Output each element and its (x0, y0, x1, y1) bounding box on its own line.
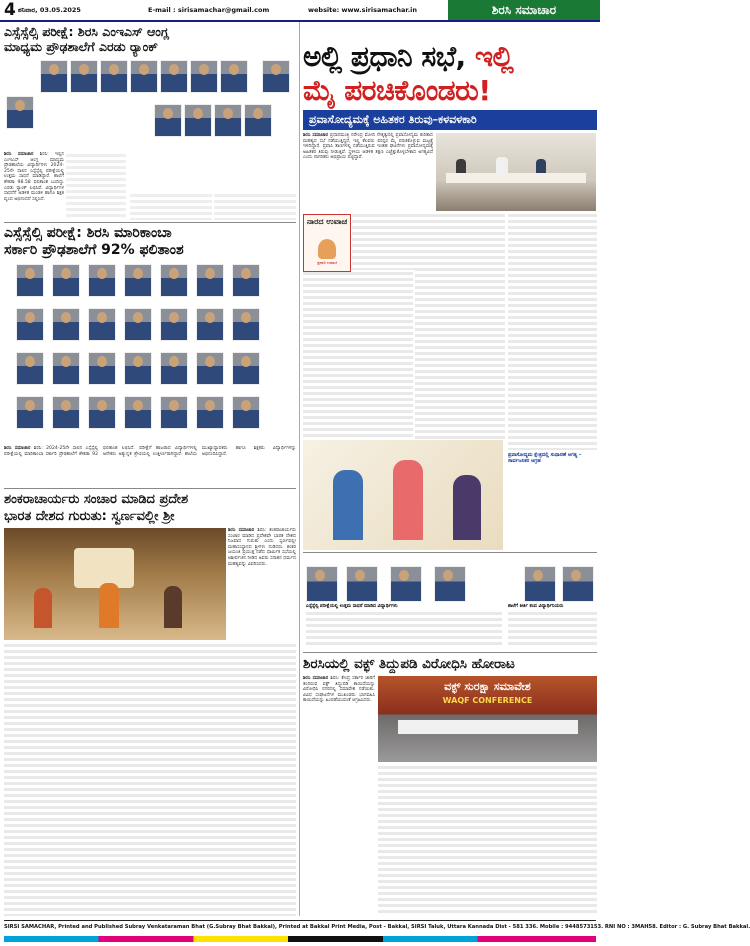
student-photo (346, 566, 378, 602)
column-rule (299, 22, 300, 916)
story4-body-columns (378, 766, 597, 916)
student-photo (524, 566, 556, 602)
column-tag: ಪ್ರಧಾನಿ ಉವಾಚ (317, 260, 337, 265)
student-photo (52, 264, 80, 297)
divider (4, 488, 296, 489)
story3-headline-line1: ಶಂಕರಾಚಾರ್ಯರು ಸಂಚಾರ ಮಾಡಿದ ಪ್ರದೇಶ (4, 492, 189, 507)
story2-headline-line1: ಎಸ್ಸೆಸ್ಸೆಲ್ಸಿ ಪರೀಕ್ಷೆ: ಶಿರಸಿ ಮಾರಿಕಾಂಬಾ (4, 225, 172, 241)
footer-imprint: SIRSI SAMACHAR, Printed and Published Subray Venkataraman Bhat (G.Subray Bhat Bakkal), Printed at Bakkal Print Media, Post - Bakkal, SIRSI Taluk, Uttara Kannada Dist - 581 336. Mobile : 9448573153. RNI NO : 3MAH58. Editor : G. Subray Bhat Bakkal. (4, 924, 750, 930)
masthead (0, 0, 600, 22)
student-photo (190, 60, 218, 93)
student-photo (160, 60, 188, 93)
caption-body (306, 612, 502, 646)
story2-photo-grid (4, 262, 296, 444)
divider (303, 652, 597, 653)
students-right-caption-text: ಶಾಲೆಗೆ ಕೀರ್ತಿ ತಂದ ವಿದ್ಯಾರ್ಥಿನಿಯರು (508, 604, 564, 609)
student-photo (88, 264, 116, 297)
conference-table (398, 720, 578, 734)
cartoon-figure (453, 475, 481, 540)
student-photo (16, 308, 44, 341)
footer-rule (4, 920, 596, 921)
student-photo (160, 396, 188, 429)
student-photo (16, 396, 44, 429)
story4-body-col1 (303, 676, 375, 916)
student-photo (40, 60, 68, 93)
story3-body-side (228, 528, 296, 640)
story4-dateline: ಶಿರಸಿ ಸಮಾಚಾರ (303, 676, 329, 681)
cartoon-figure (333, 470, 363, 540)
story1-headline-line1: ಎಸ್ಸೆಸ್ಸೆಲ್ಸಿ ಪರೀಕ್ಷೆ: ಶಿರಸಿ ಎಂಇಎಸ್ ಆಂಗ್ಲ (4, 24, 170, 39)
student-photo (220, 60, 248, 93)
student-photo (244, 104, 272, 137)
story1-body-col4 (214, 194, 296, 220)
lead-subhead: ಪ್ರವಾಸೋದ್ಯಮಕ್ಕೆ ಅಹಿತಕರ ತಿರುವು–ಕಳವಳಕಾರಿ (303, 110, 597, 130)
student-photo (196, 308, 224, 341)
student-photo (390, 566, 422, 602)
student-photo (88, 396, 116, 429)
student-photo (52, 396, 80, 429)
lead-headline (303, 40, 597, 108)
lead-meeting-photo (436, 133, 596, 211)
lead-body-col (303, 272, 413, 438)
lead-headline-part1: ಅಲ್ಲಿ ಪ್ರಧಾನಿ ಸಭೆ, (303, 40, 475, 73)
student-photo (196, 264, 224, 297)
student-photo (232, 352, 260, 385)
story1-dateline: ಶಿರಸಿ ಸಮಾಚಾರ (4, 152, 34, 157)
student-photo (214, 104, 242, 137)
story2-headline-line2: ಸರ್ಕಾರಿ ಪ್ರೌಢಶಾಲೆಗೆ 92% ಫಲಿತಾಂಶ (4, 242, 184, 258)
story1-headline-line2: ಮಾಧ್ಯಮ ಪ್ರೌಢಶಾಲೆಗೆ ಎರಡು ರ‍್ಯಾಂಕ್ (4, 39, 158, 54)
student-photo (262, 60, 290, 93)
lead-headline-part2: ಇಲ್ಲಿ (474, 40, 514, 73)
student-photo (88, 308, 116, 341)
story1-body-col2 (66, 154, 126, 220)
narada-column-badge (303, 214, 351, 272)
divider (4, 222, 296, 223)
story2-dateline: ಶಿರಸಿ ಸಮಾಚಾರ (4, 446, 31, 451)
lead-headline-line1 (303, 40, 597, 74)
footer (0, 918, 750, 946)
student-photo (124, 264, 152, 297)
issue-date: ಶನಿವಾರ, 03.05.2025 (18, 6, 81, 14)
student-photo (52, 352, 80, 385)
print-color-bar (4, 936, 596, 942)
story3-body-side-text: ಶಿರಸಿ: ಶಂಕರಾಚಾರ್ಯರು ಸಂಚಾರ ಮಾಡಿದ ಪ್ರದೇಶವೇ ಭಾರತ ದೇಶದ ನಿಜವಾದ ಗುರುತು ಎಂದು ಸ್ವರ್ಣವಲ್ಲೀ ಮಹಾಸಂಸ್ಥಾನದ ಶ್ರೀಗಳು ನುಡಿದರು. ಶಂಕರ ಜಯಂತಿ ಪ್ರಯುಕ್ತ ನಡೆದ ಧಾರ್ಮಿಕ ಸಭೆಯಲ್ಲಿ ಆಶೀರ್ವಚನ ನೀಡಿದ ಅವರು ಸನಾತನ ಧರ್ಮದ ಮಹತ್ವವನ್ನು ವಿವರಿಸಿದರು. (228, 528, 296, 567)
student-photo (70, 60, 98, 93)
student-photo (196, 352, 224, 385)
story3-headline-line2: ಭಾರತ ದೇಶದ ಗುರುತು: ಸ್ವರ್ಣವಲ್ಲೀ ಶ್ರೀ (4, 509, 175, 524)
person-figure (496, 157, 508, 173)
newspaper-brand: ಶಿರಸಿ ಸಮಾಚಾರ (448, 0, 600, 20)
divider (303, 552, 597, 553)
student-photo (232, 308, 260, 341)
students-left-caption-text: ಎಸ್ಸೆಸ್ಸೆಲ್ಸಿ ಪರೀಕ್ಷೆಯಲ್ಲಿ ಉತ್ತಮ ಸಾಧನೆ ಮಾಡಿದ ವಿದ್ಯಾರ್ಥಿಗಳು (306, 604, 398, 609)
student-photo (184, 104, 212, 137)
story2-body (4, 446, 296, 486)
students-left-caption (306, 604, 502, 650)
story3-body-columns (4, 644, 296, 916)
story1-photo-grid (4, 58, 296, 150)
story3-headline (4, 491, 296, 525)
caption-body (508, 612, 597, 646)
student-photo (154, 104, 182, 137)
column-name: ನಾರದ ಉವಾಚ (306, 217, 348, 226)
story4-conference-photo (378, 676, 597, 762)
person-figure (99, 583, 119, 628)
student-photo (100, 60, 128, 93)
email-address: E-mail : sirisamachar@gmail.com (148, 6, 270, 14)
page-number: 4 (4, 0, 16, 20)
lead-body-col (415, 214, 505, 439)
meeting-table (446, 173, 586, 183)
story4-body: ಶಿರಸಿ: ಕೇಂದ್ರ ಸರ್ಕಾರ ಜಾರಿಗೆ ತಂದಿರುವ ವಕ್ಫ್ ತಿದ್ದುಪಡಿ ಕಾಯಿದೆಯನ್ನು ವಿರೋಧಿಸಿ ನಗರದಲ್ಲಿ ಸಮಾವೇಶ ನಡೆಯಿತು. ವಿವಿಧ ಸಂಘಟನೆಗಳ ಮುಖಂಡರು ಭಾಗವಹಿಸಿ ಕಾಯಿದೆಯನ್ನು ಹಿಂಪಡೆಯುವಂತೆ ಆಗ್ರಹಿಸಿದರು. (303, 676, 375, 704)
story1-body: ಶಿರಸಿ: ಇಲ್ಲಿನ ಎಂಇಎಸ್ ಆಂಗ್ಲ ಮಾಧ್ಯಮ ಪ್ರೌಢಶಾಲೆಯ ವಿದ್ಯಾರ್ಥಿಗಳು 2024-25ನೇ ಸಾಲಿನ ಎಸ್ಸೆಸ್ಸೆಲ್ಸಿ ಪರೀಕ್ಷೆಯಲ್ಲಿ ಉತ್ತಮ ಸಾಧನೆ ಮಾಡಿದ್ದಾರೆ. ಶಾಲೆಗೆ ಶೇಕಡಾ 98.58 ಫಲಿತಾಂಶ ಬಂದಿದ್ದು ಎರಡು ರ‍್ಯಾಂಕ್ ಲಭಿಸಿವೆ. ವಿದ್ಯಾರ್ಥಿಗಳ ಸಾಧನೆಗೆ ಆಡಳಿತ ಮಂಡಳಿ ಹಾಗೂ ಶಿಕ್ಷಕ ವೃಂದ ಅಭಿನಂದನೆ ಸಲ್ಲಿಸಿದೆ. (4, 152, 64, 202)
cartoon-figure (393, 460, 423, 540)
student-photo (6, 96, 34, 129)
student-photo (196, 396, 224, 429)
stage-backdrop (74, 548, 134, 588)
student-photo (124, 308, 152, 341)
person-figure (536, 159, 546, 173)
conference-banner-subtext: WAQF CONFERENCE (442, 696, 533, 705)
story3-event-photo (4, 528, 226, 640)
person-figure (164, 586, 182, 628)
story3-dateline: ಶಿರಸಿ ಸಮಾಚಾರ (228, 528, 255, 533)
lead-dateline: ಶಿರಸಿ ಸಮಾಚಾರ (303, 133, 329, 138)
student-photo (124, 352, 152, 385)
conference-banner-text: ವಕ್ಫ್ ಸುರಕ್ಷಾ ಸಮಾವೇಶ (444, 680, 531, 693)
lead-headline-line2: ಮೈ ಪರಚಿಕೊಂಡರು! (303, 74, 491, 107)
student-photo (306, 566, 338, 602)
person-figure (456, 159, 466, 173)
lead-note: ಪ್ರವಾಸೋದ್ಯಮ ಕ್ಷೇತ್ರದಲ್ಲಿ ಸುಧಾರಣೆ ಅಗತ್ಯ – ಸಾರ್ವಜನಿಕರ ಆಗ್ರಹ (508, 452, 582, 464)
student-photo (130, 60, 158, 93)
lead-illustration (303, 440, 503, 550)
lead-body-col (508, 214, 597, 450)
lead-body: ಪ್ರಧಾನಮಂತ್ರಿ ನರೇಂದ್ರ ಮೋದಿ ನೇತೃತ್ವದಲ್ಲಿ ಪ್ರವಾಸೋದ್ಯಮ ಕುರಿತಾದ ಮಹತ್ವದ ಸಭೆ ನಡೆಯುತ್ತಿದ್ದರೆ, ಇಲ್ಲಿ ಕೆಲವರು ಪರಸ್ಪರ ಮೈ ಪರಚಿಕೊಳ್ಳುವ ಮಟ್ಟಕ್ಕೆ ಇಳಿದಿದ್ದಾರೆ. ಪ್ರವಾಸಿ ತಾಣಗಳಲ್ಲಿ ನಡೆಯುತ್ತಿರುವ ಇಂತಹ ಘಟನೆಗಳು ಪ್ರವಾಸೋದ್ಯಮಕ್ಕೆ ಅಹಿತಕರ ತಿರುವು ನೀಡುತ್ತಿವೆ. ಸ್ಥಳೀಯ ಆಡಳಿತ ತಕ್ಷಣ ಎಚ್ಚೆತ್ತುಕೊಳ್ಳಬೇಕಾದ ಅಗತ್ಯವಿದೆ ಎಂದು ನಾಗರಿಕರು ಅಭಿಪ್ರಾಯ ಪಟ್ಟಿದ್ದಾರೆ. (303, 133, 433, 161)
story2-body-text: ಶಿರಸಿ: 2024-25ನೇ ಸಾಲಿನ ಎಸ್ಸೆಸ್ಸೆಲ್ಸಿ ಪರೀಕ್ಷೆಯಲ್ಲಿ ಮಾರಿಕಾಂಬಾ ಸರ್ಕಾರಿ ಪ್ರೌಢಶಾಲೆಗೆ ಶೇಕಡಾ 92 ಫಲಿತಾಂಶ ಲಭಿಸಿದೆ. ಪರೀಕ್ಷೆಗೆ ಹಾಜರಾದ ವಿದ್ಯಾರ್ಥಿಗಳಲ್ಲಿ ಅನೇಕರು ಅತ್ಯುನ್ನತ ಶ್ರೇಣಿಯಲ್ಲಿ ಉತ್ತೀರ್ಣರಾಗಿದ್ದಾರೆ. ಶಾಲೆಯ ಮುಖ್ಯಾಧ್ಯಾಪಕರು ಹಾಗೂ ಶಿಕ್ಷಕರು ವಿದ್ಯಾರ್ಥಿಗಳನ್ನು ಅಭಿನಂದಿಸಿದ್ದಾರೆ. (4, 446, 296, 457)
student-photo (124, 396, 152, 429)
student-photo (16, 264, 44, 297)
person-figure (34, 588, 52, 628)
student-photo (160, 264, 188, 297)
website-address: website: www.sirisamachar.in (308, 6, 418, 14)
lead-intro (303, 133, 433, 213)
student-photo (562, 566, 594, 602)
student-photo (160, 308, 188, 341)
narada-figure-icon (318, 239, 336, 259)
story4-headline: ಶಿರಸಿಯಲ್ಲಿ ವಕ್ಫ್ ತಿದ್ದುಪಡಿ ವಿರೋಧಿಸಿ ಹೋರಾಟ (303, 656, 515, 672)
story1-headline (4, 24, 296, 54)
student-photo (434, 566, 466, 602)
students-right-caption (508, 604, 597, 650)
student-photo (52, 308, 80, 341)
story1-body-col3 (130, 194, 212, 220)
student-photo (16, 352, 44, 385)
story2-headline (4, 225, 296, 259)
student-photo (232, 396, 260, 429)
student-photo (88, 352, 116, 385)
student-photo (160, 352, 188, 385)
story1-body-col1 (4, 152, 64, 222)
student-photo (232, 264, 260, 297)
